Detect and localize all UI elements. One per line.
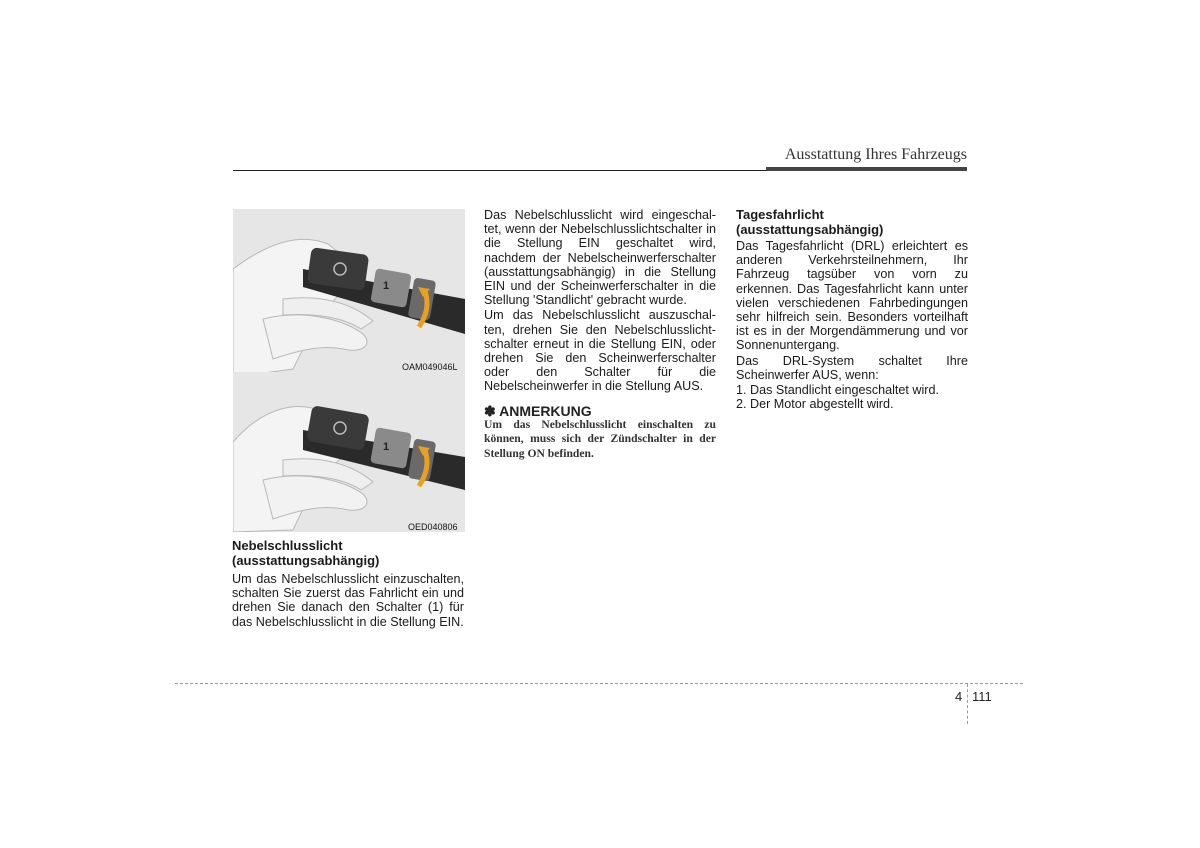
figure-b-code: OED040806 [408,522,458,532]
paragraph: Um das Nebelschlusslicht auszuschal-ten, drehen Sie den Nebelschlusslicht-schalter erneut in die Stellung EIN, oder drehen Sie den Scheinwerferschalter oder den Schalter für die Nebelscheinwerfer in die Stellung AUS. [484,308,716,394]
column-1 [232,539,464,629]
switch-label-1: 1 [383,280,390,292]
paragraph: Um das Nebelschlusslicht einzuschalten, schalten Sie zuerst das Fahrlicht ein und drehen Sie danach den Schalter (1) für das Nebelschlusslicht in die Stellung EIN. [232,572,464,629]
page-number: 111 [972,689,992,704]
header-rule-accent [766,167,967,171]
chapter-number: 4 [955,689,963,704]
column-3 [736,208,968,411]
note-title: ✽ ANMERKUNG [484,402,592,419]
switch-label-1: 1 [383,441,390,453]
figure-a-image [233,209,465,377]
footer-divider [175,683,1023,684]
list-item: 2. Der Motor abgestellt wird. [736,397,894,412]
section-title: Ausstattung Ihres Fahrzeugs [784,146,967,163]
list-item: 1. Das Standlicht eingeschaltet wird. [736,383,940,398]
heading-nebelschlusslicht: Nebelschlusslicht (ausstattungsabhängig) [232,538,380,568]
figure-b-image [233,372,465,532]
footer-vertical-divider [967,684,968,724]
heading-tagesfahrlicht: Tagesfahrlicht (ausstattungsabhängig) [736,207,884,237]
note-text: Um das Nebelschlusslicht einschalten zu können, muss sich der Zündschalter in der Stellung ON befinden. [484,417,716,460]
paragraph: Das Tagesfahrlicht (DRL) erleichtert es anderen Verkehrsteilnehmern, Ihr Fahrzeug tagsüber von vorn zu erkennen. Das Tagesfahrlicht kann unter vielen verschiedenen Fahrbedingungen sehr hilfreich sein. Besonders vorteilhaft ist es in der Morgendämmerung und vor Sonnenuntergang. [736,239,968,353]
column-2 [484,208,716,461]
figure-a-code: OAM049046L [402,362,458,372]
paragraph: Das Nebelschlusslicht wird eingeschal-tet, wenn der Nebelschlusslichtschalter in die Stellung EIN geschaltet wird, nachdem der Nebelscheinwerferschalter (ausstattungsabhängig) in die Stellung EIN und der Scheinwerferschalter in die Stellung 'Standlicht' gebracht wurde. [484,208,716,308]
paragraph: Das DRL-System schaltet Ihre Scheinwerfer AUS, wenn: [736,353,968,382]
